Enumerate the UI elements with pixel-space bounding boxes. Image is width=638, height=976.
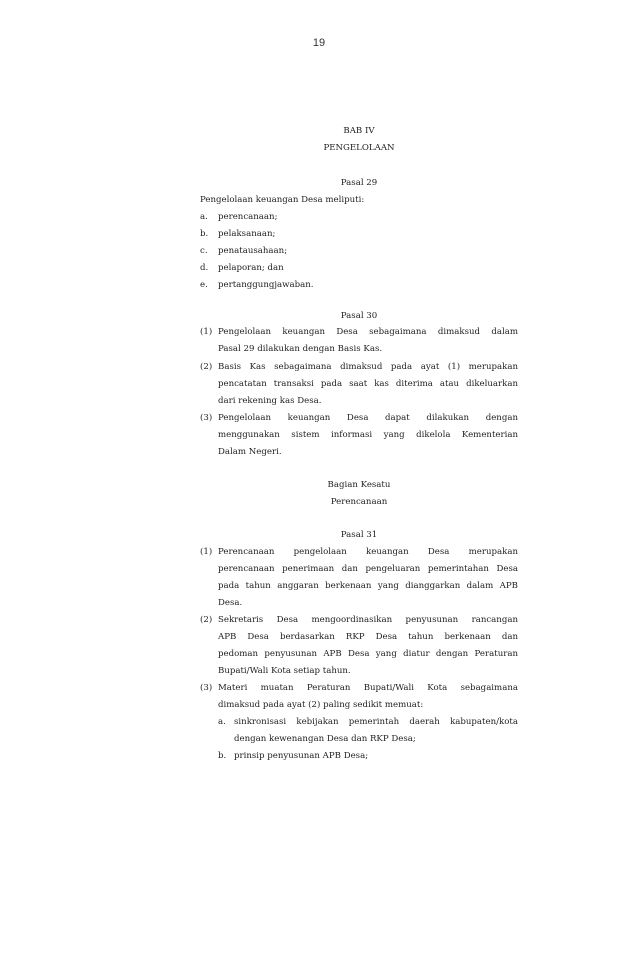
ayat-line: dari rekening kas Desa.: [218, 396, 322, 406]
list-marker: e.: [200, 280, 208, 290]
ayat-line: Dalam Negeri.: [218, 447, 282, 457]
ayat-line: APB Desa berdasarkan RKP Desa tahun berkenaan dan: [218, 632, 518, 642]
ayat-line: Basis Kas sebagaimana dimaksud pada ayat (1) merupakan: [218, 362, 518, 372]
list-marker: a.: [200, 212, 208, 222]
ayat-line: pada tahun anggaran berkenaan yang dianggarkan dalam APB: [218, 581, 518, 591]
section-title: Bagian Kesatu: [327, 480, 391, 490]
ayat-marker: (2): [200, 615, 213, 625]
ayat-line: Materi muatan Peraturan Bupati/Wali Kota sebagaimana: [218, 683, 518, 693]
ayat-line: Pengelolaan keuangan Desa dapat dilakukan dengan: [218, 413, 518, 423]
ayat-line: Bupati/Wali Kota setiap tahun.: [218, 666, 351, 676]
list-item: pelaporan; dan: [218, 263, 284, 273]
ayat-marker: (1): [200, 327, 213, 337]
section-subtitle: Perencanaan: [330, 497, 388, 507]
ayat-line: Desa.: [218, 598, 243, 608]
ayat-line: pedoman penyusunan APB Desa yang diatur dengan Peraturan: [218, 649, 518, 659]
pasal-29-intro: Pengelolaan keuangan Desa meliputi:: [200, 195, 365, 205]
ayat-line: Perencanaan pengelolaan keuangan Desa merupakan: [218, 547, 518, 557]
chapter-number: BAB IV: [343, 126, 375, 136]
list-item: pertanggungjawaban.: [218, 280, 314, 290]
ayat-marker: (1): [200, 547, 213, 557]
list-marker: d.: [200, 263, 209, 273]
ayat-line: dimaksud pada ayat (2) paling sedikit memuat:: [218, 700, 424, 710]
chapter-title: PENGELOLAAN: [323, 143, 395, 153]
ayat-line: Pengelolaan keuangan Desa sebagaimana dimaksud dalam: [218, 327, 518, 337]
ayat-line: perencanaan penerimaan dan pengeluaran pemerintahan Desa: [218, 564, 518, 574]
ayat-marker: (3): [200, 683, 213, 693]
ayat-line: Pasal 29 dilakukan dengan Basis Kas.: [218, 344, 383, 354]
list-item: perencanaan;: [218, 212, 278, 222]
ayat-line: menggunakan sistem informasi yang dikelola Kementerian: [218, 430, 518, 440]
ayat-marker: (2): [200, 362, 213, 372]
ayat-line: pencatatan transaksi pada saat kas diterima atau dikeluarkan: [218, 379, 518, 389]
list-marker: b.: [218, 751, 227, 761]
list-item: penatausahaan;: [218, 246, 288, 256]
page-number: 19: [312, 37, 326, 49]
list-item: sinkronisasi kebijakan pemerintah daerah kabupaten/kota: [234, 717, 518, 727]
list-marker: c.: [200, 246, 208, 256]
list-marker: a.: [218, 717, 226, 727]
list-item: pelaksanaan;: [218, 229, 276, 239]
pasal-31-title: Pasal 31: [340, 530, 378, 540]
pasal-29-title: Pasal 29: [340, 178, 378, 188]
ayat-line: Sekretaris Desa mengoordinasikan penyusunan rancangan: [218, 615, 518, 625]
pasal-30-title: Pasal 30: [340, 311, 378, 321]
list-marker: b.: [200, 229, 209, 239]
ayat-marker: (3): [200, 413, 213, 423]
list-item: dengan kewenangan Desa dan RKP Desa;: [234, 734, 416, 744]
list-item: prinsip penyusunan APB Desa;: [234, 751, 369, 761]
